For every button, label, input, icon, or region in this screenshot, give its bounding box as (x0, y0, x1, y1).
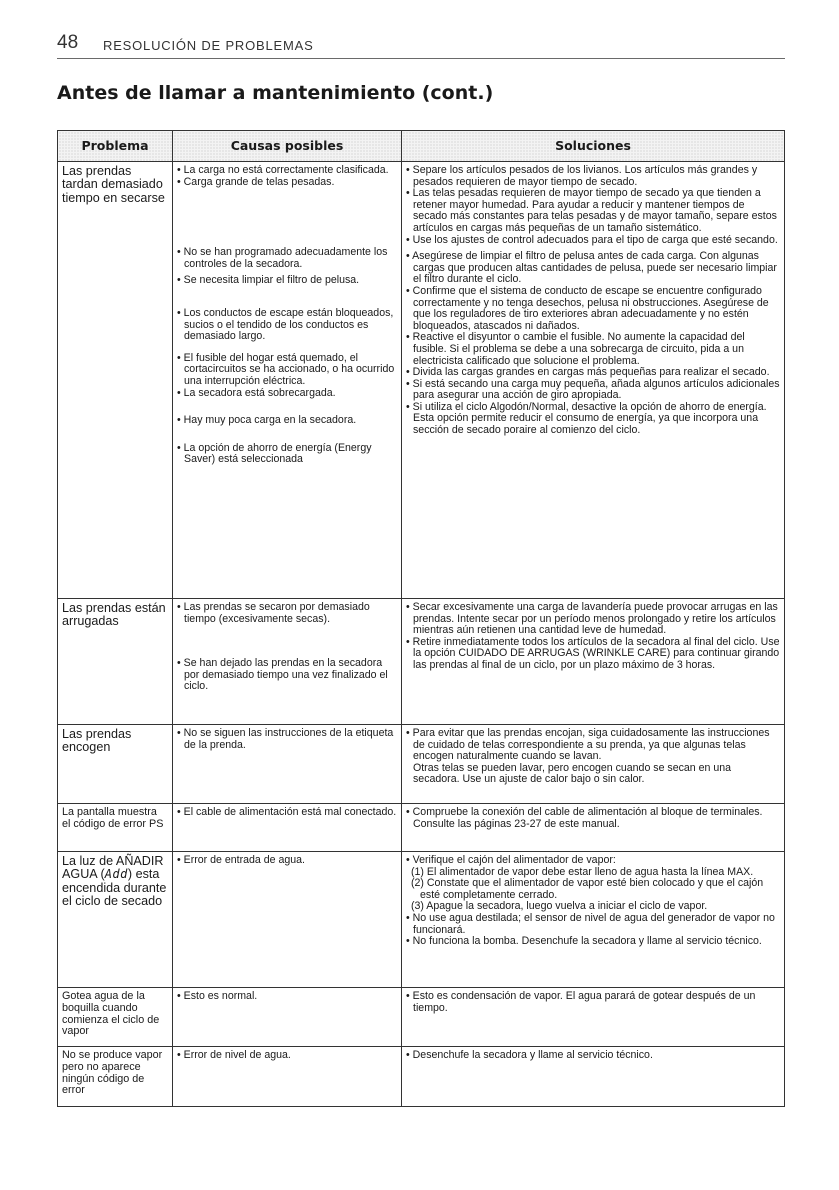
solution-item: • Asegúrese de limpiar el filtro de pelusa antes de cada carga. Con algunas cargas que producen altas cantidades de pelusa, puede ser necesario limpiar el filtro durante el ciclo. (406, 250, 777, 286)
table-row (58, 852, 785, 988)
problem-text: La luz de AÑADIR AGUA ( (62, 854, 164, 882)
cause-item: • El fusible del hogar está quemado, el cortacircuitos se ha accionado, o ha ocurrido una interrupción eléctrica. (177, 351, 395, 387)
cause-item: • Esto es normal. (177, 990, 258, 1002)
cause-item: • La opción de ahorro de energía (Energy Saver) está seleccionada (177, 441, 372, 466)
solution-item: • Desenchufe la secadora y llame al servicio técnico. (406, 1049, 653, 1061)
solution-item: • Compruebe la conexión del cable de alimentación al bloque de terminales. Consulte las páginas 23-27 de este manual. (406, 806, 763, 830)
problem-cell: Gotea agua de la boquilla cuando comienza el ciclo de vapor (58, 988, 173, 1047)
cause-item: • No se siguen las instrucciones de la etiqueta de la prenda. (177, 727, 394, 751)
solution-item: • Confirme que el sistema de conducto de escape se encuentre configurado correctamente y no tenga desechos, pelusa ni obstrucciones. Asegúrese de que los reguladores de tiro exteriores abran adecuadamente y no estén bloqueados, atascados ni dañados. (406, 284, 769, 332)
solution-item: • Retire inmediatamente todos los artículos de la secadora al final del ciclo. Use la opción CUIDADO DE ARRUGAS (WRINKLE CARE) para continuar girando las prendas al final de un ciclo, por un plazo máximo de 3 horas. (406, 635, 780, 671)
solution-subitem: (1) El alimentador de vapor debe estar lleno de agua hasta la línea MAX. (411, 865, 754, 878)
problem-text: ) esta encendida durante el ciclo de secado (62, 867, 167, 909)
cause-item: • No se han programado adecuadamente los controles de la secadora. (177, 246, 388, 270)
page-number: 48 (57, 32, 79, 53)
header-problem: Problema (58, 131, 173, 162)
solution-item: • Separe los artículos pesados de los livianos. Los artículos más grandes y pesados requieren de mayor tiempo de secado. (406, 164, 758, 188)
solution-item: • Verifique el cajón del alimentador de vapor: (406, 854, 616, 866)
problem-cell: Las prendas encogen (58, 725, 173, 804)
page-header (57, 30, 785, 59)
cause-item: • El cable de alimentación está mal conectado. (177, 806, 397, 818)
solution-subitem: (3) Apague la secadora, luego vuelva a iniciar el ciclo de vapor. (411, 900, 708, 913)
solution-item: • No use agua destilada; el sensor de nivel de agua del generador de vapor no funcionará. (406, 911, 775, 936)
cause-item: • Se necesita limpiar el filtro de pelusa. (177, 274, 360, 287)
cause-item: • Los conductos de escape están bloqueados, sucios o el tendido de los conductos es demasiado largo. (177, 306, 394, 343)
table-row (58, 162, 785, 599)
causes-cell (173, 804, 402, 852)
solution-item: • Esto es condensación de vapor. El agua parará de gotear después de un tiempo. (406, 990, 756, 1014)
table-row (58, 988, 785, 1047)
causes-cell (173, 599, 402, 725)
solution-item: • Use los ajustes de control adecuados para el tipo de carga que esté secando. (406, 233, 778, 246)
header-solutions: Soluciones (402, 131, 785, 162)
section-title: RESOLUCIÓN DE PROBLEMAS (103, 38, 314, 53)
problem-cell: Las prendas están arrugadas (58, 599, 173, 725)
solution-item: • Las telas pesadas requieren de mayor tiempo de secado ya que tienden a retener mayor humedad. Para ayudar a reducir y mantener tiempos de secado más constantes para telas pesadas y de mayor tamaño, separe estos artículos en cargas más pequeñas de un tamaño sistemático. (406, 187, 777, 234)
problem-cell (58, 852, 173, 988)
cause-item: • Error de nivel de agua. (177, 1049, 291, 1061)
cause-item: • Hay muy poca carga en la secadora. (177, 414, 357, 427)
cause-item: • Carga grande de telas pesadas. (177, 175, 335, 188)
add-water-code-icon: Add (104, 867, 128, 882)
table-header-row (58, 131, 785, 162)
problem-cell: No se produce vapor pero no aparece ningún código de error (58, 1047, 173, 1107)
causes-cell (173, 1047, 402, 1107)
solution-item: • Si está secando una carga muy pequeña, añada algunos artículos adicionales para asegurar una acción de giro apropiada. (406, 377, 780, 402)
solutions-cell (402, 599, 785, 725)
cause-item: • Error de entrada de agua. (177, 854, 305, 866)
causes-cell (173, 988, 402, 1047)
solutions-cell (402, 988, 785, 1047)
cause-item: • La secadora está sobrecargada. (177, 386, 336, 399)
solutions-cell (402, 804, 785, 852)
cause-item: • Las prendas se secaron por demasiado tiempo (excesivamente secas). (177, 601, 370, 625)
solutions-cell (402, 725, 785, 804)
header-causes: Causas posibles (173, 131, 402, 162)
solutions-cell (402, 162, 785, 599)
causes-cell (173, 725, 402, 804)
solution-item: • Divida las cargas grandes en cargas más pequeñas para realizar el secado. (406, 366, 770, 379)
causes-cell (173, 852, 402, 988)
solution-item: Otras telas se pueden lavar, pero encogen cuando se secan en una secadora. Use un ajuste de calor bajo o sin calor. (413, 761, 732, 786)
table-row (58, 804, 785, 852)
cause-item: • La carga no está correctamente clasificada. (177, 164, 389, 176)
page-title: Antes de llamar a mantenimiento (cont.) (57, 82, 494, 104)
troubleshooting-table (57, 130, 785, 1107)
problem-cell: Las prendas tardan demasiado tiempo en secarse (58, 162, 173, 599)
table-row (58, 725, 785, 804)
causes-cell (173, 162, 402, 599)
solution-item: • No funciona la bomba. Desenchufe la secadora y llame al servicio técnico. (406, 935, 762, 948)
problem-cell: La pantalla muestra el código de error PS (58, 804, 173, 852)
solution-item: • Si utiliza el ciclo Algodón/Normal, desactive la opción de ahorro de energía. Esta opción permite reducir el consumo de energía, ya que incorpora una sección de secado poraire al comienzo del ciclo. (406, 400, 767, 437)
cause-item: • Se han dejado las prendas en la secadora por demasiado tiempo una vez finalizado el ciclo. (177, 657, 388, 693)
table-row (58, 599, 785, 725)
solution-item: • Secar excesivamente una carga de lavandería puede provocar arrugas en las prendas. Intente secar por un período menos prolongado y retire los artículos mientras aún retienen una cantidad leve de humedad. (406, 601, 778, 637)
solution-item: • Para evitar que las prendas encojan, siga cuidadosamente las instrucciones de cuidado de telas correspondiente a su prenda, ya que algunas telas encogen naturalmente cuando se lavan. (406, 727, 770, 763)
solutions-cell (402, 852, 785, 988)
solution-item: • Reactive el disyuntor o cambie el fusible. No aumente la capacidad del fusible. Si el problema se debe a una sobrecarga de circuito, pida a un electricista calificado que solucione el problema. (406, 331, 745, 367)
solutions-cell (402, 1047, 785, 1107)
solution-subitem: (2) Constate que el alimentador de vapor esté bien colocado y que el cajón esté completamente cerrado. (411, 877, 764, 901)
table-row (58, 1047, 785, 1107)
